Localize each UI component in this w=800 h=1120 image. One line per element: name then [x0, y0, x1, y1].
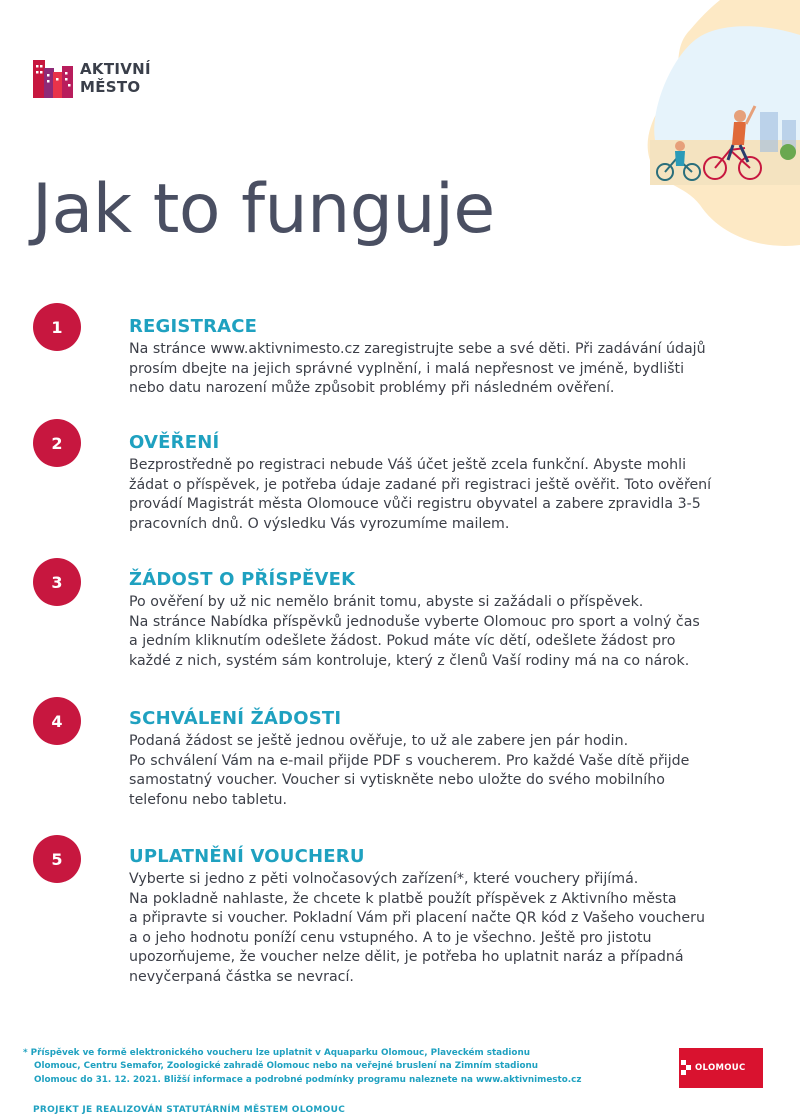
step-number-badge: 2 — [33, 419, 81, 467]
step-text-line: telefonu nebo tabletu. — [129, 791, 288, 808]
step-text-line: Po ověření by už nic nemělo bránit tomu, abyste si zažádali o příspěvek. — [129, 594, 644, 610]
step-number-badge: 4 — [33, 697, 81, 745]
step-text-line: a o jeho hodnotu poníží cenu vstupného. A to je všechno. Ještě pro jistotu — [129, 929, 652, 946]
step-text-line: Na pokladně nahlaste, že chcete k platbě použít příspěvek z Aktivního města — [129, 890, 677, 907]
footnote — [23, 1047, 643, 1087]
step-text-line: nevyčerpaná částka se nevrací. — [129, 968, 354, 985]
page-title: Jak to funguje — [32, 170, 495, 249]
step-number-badge: 3 — [33, 558, 81, 606]
step-text-line: pracovních dnů. O výsledku Vás vyrozumíme mailem. — [129, 515, 510, 532]
step-number-badge: 1 — [33, 303, 81, 351]
step-text-line: Bezprostředně po registraci nebude Váš účet ještě zcela funkční. Abyste mohli — [129, 457, 687, 473]
step-heading: SCHVÁLENÍ ŽÁDOSTI — [129, 708, 342, 729]
aktivni-mesto-logo — [33, 58, 151, 98]
cyclists-illustration — [600, 0, 800, 250]
step-text-line: každé z nich, systém sám kontroluje, který z členů Vaší rodiny má na co nárok. — [129, 652, 690, 669]
step-text-line: Na stránce www.aktivnimesto.cz zaregistrujte sebe a své děti. Při zadávání údajů — [129, 341, 706, 357]
step-heading: ŽÁDOST O PŘÍSPĚVEK — [129, 569, 356, 590]
footnote-line: Olomouc do 31. 12. 2021. Bližší informace a podrobné podmínky programu naleznete na www.aktivnimesto.cz — [34, 1074, 582, 1085]
step-text-line: Vyberte si jedno z pěti volnočasových zařízení*, které vouchery přijímá. — [129, 871, 639, 887]
step-number-badge: 5 — [33, 835, 81, 883]
step-text-line: provádí Magistrát města Olomouce vůči registru obyvatel a zabere zpravidla 3-5 — [129, 496, 701, 513]
footnote-line: Olomouc, Centru Semafor, Zoologické zahradě Olomouc nebo na veřejné bruslení na Zimním stadionu — [34, 1061, 539, 1072]
logo-line-2: MĚSTO — [80, 78, 141, 96]
step-heading: OVĚŘENÍ — [129, 432, 220, 453]
step-text-line: a jedním kliknutím odešlete žádost. Pokud máte víc dětí, odešlete žádost pro — [129, 633, 676, 650]
step-text-line: Podaná žádost se ještě jednou ověřuje, to už ale zabere jen pár hodin. — [129, 733, 629, 749]
step-text-line: Po schválení Vám na e-mail přijde PDF s voucherem. Pro každé Vaše dítě přijde — [129, 752, 690, 769]
step-text-line: upozorňujeme, že voucher nelze dělit, je potřeba ho uplatnit naráz a případná — [129, 949, 684, 966]
logo-text — [80, 60, 151, 96]
city-buildings-icon — [33, 58, 73, 98]
project-note: PROJEKT JE REALIZOVÁN STATUTÁRNÍM MĚSTEM OLOMOUC — [33, 1105, 346, 1115]
step-text-line: Na stránce Nabídka příspěvků jednoduše vyberte Olomouc pro sport a volný čas — [129, 613, 700, 630]
step-heading: UPLATNĚNÍ VOUCHERU — [129, 846, 365, 867]
step-text-line: prosím dbejte na jejich správné vyplnění, i malá nepřesnost ve jméně, bydlišti — [129, 360, 685, 377]
step-text-line: samostatný voucher. Voucher si vytiskněte nebo uložte do svého mobilního — [129, 772, 665, 789]
step-text-line: žádat o příspěvek, je potřeba údaje zadané při registraci ještě ověřit. Toto ověření — [129, 476, 712, 493]
olomouc-logo — [679, 1048, 763, 1088]
step-text-line: nebo datu narození může způsobit problémy při následném ověření. — [129, 380, 615, 397]
footnote-line: * Příspěvek ve formě elektronického voucheru lze uplatnit v Aquaparku Olomouc, Plaveckém stadionu — [23, 1048, 531, 1058]
step-heading: REGISTRACE — [129, 316, 258, 337]
step-text-line: a připravte si voucher. Pokladní Vám při placení načte QR kód z Vašeho voucheru — [129, 910, 705, 927]
logo-line-1: AKTIVNÍ — [80, 60, 151, 78]
olomouc-logo-text: OLOMOUC — [695, 1063, 746, 1073]
olomouc-mark-icon — [679, 1048, 695, 1088]
